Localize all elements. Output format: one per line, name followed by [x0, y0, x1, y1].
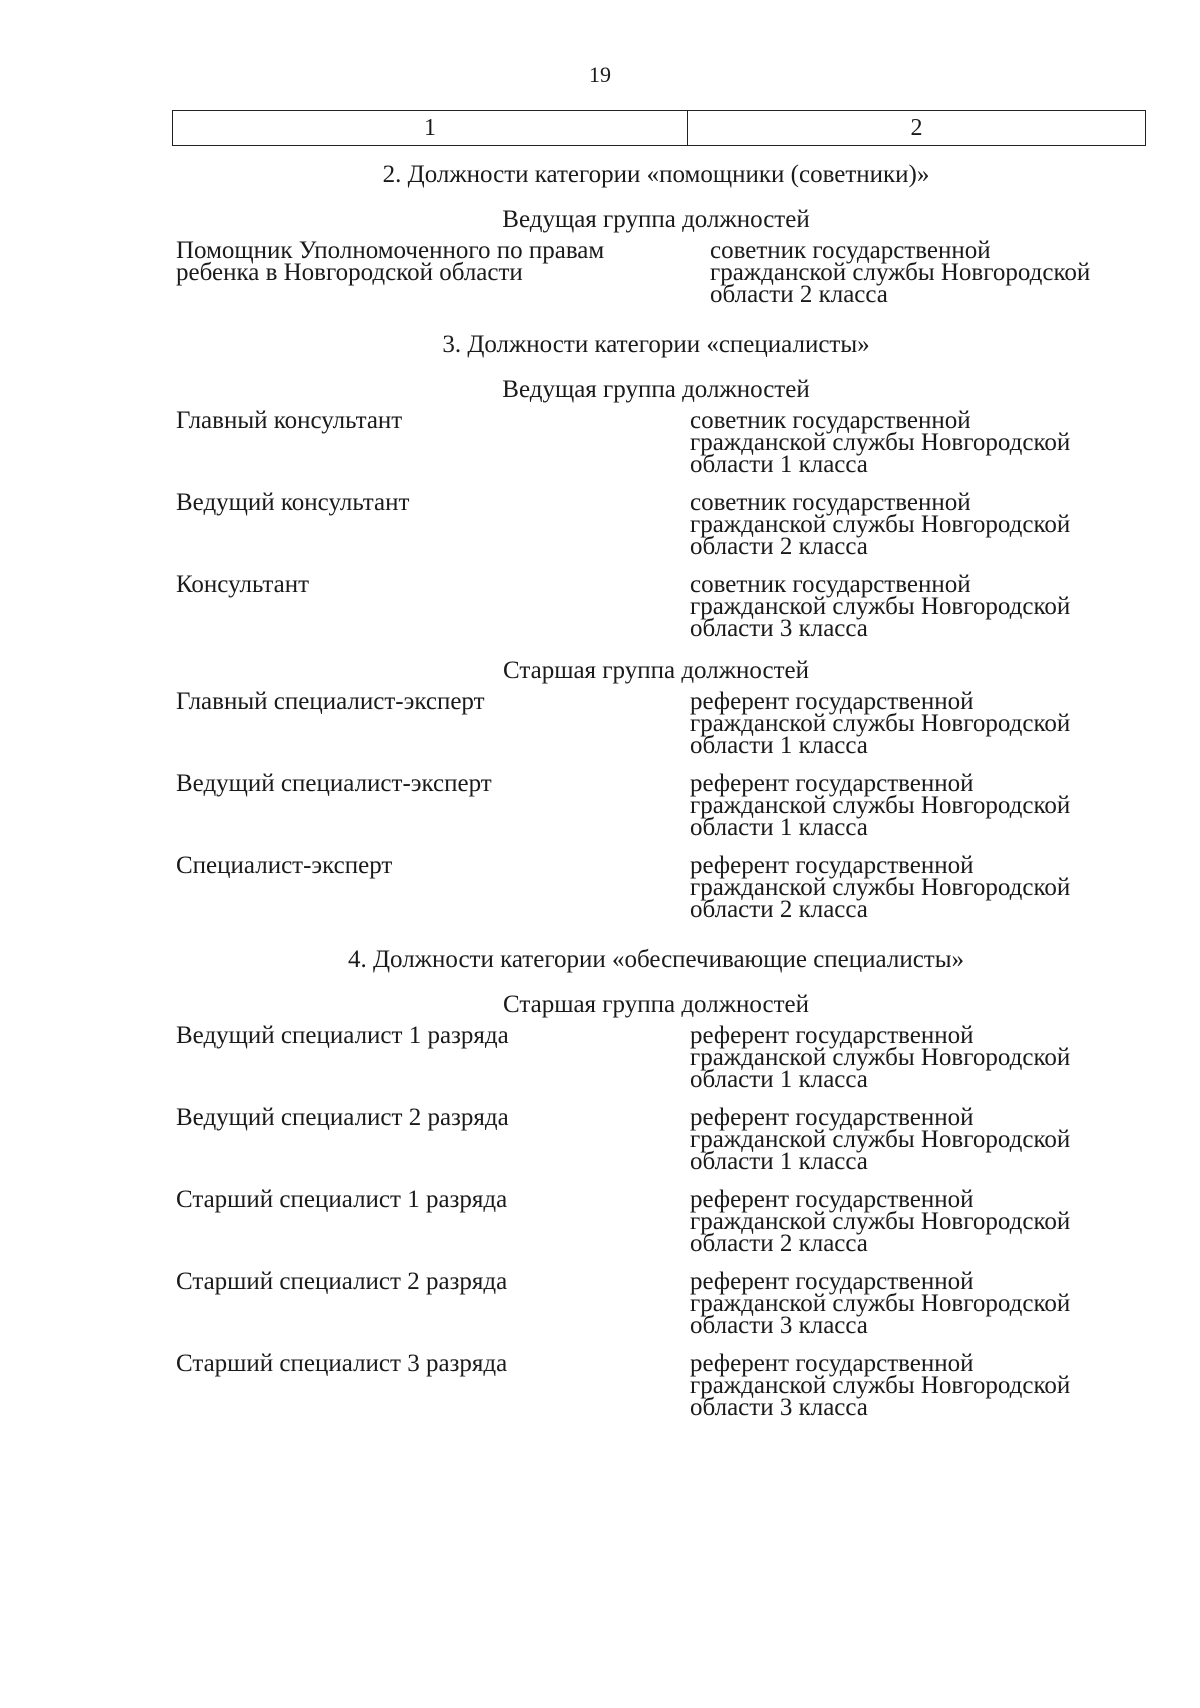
page-number: 19 — [589, 62, 611, 87]
class-rank-line: области 1 класса — [690, 451, 868, 478]
class-rank-line: гражданской службы Новгородской — [690, 511, 1071, 538]
position-row — [176, 1104, 1136, 1175]
column-header-1: 1 — [173, 111, 688, 145]
class-rank-line: гражданской службы Новгородской — [690, 1126, 1071, 1153]
class-rank — [690, 688, 1136, 759]
position-row — [176, 1268, 1136, 1339]
position-row — [176, 688, 1136, 759]
section-title: 4. Должности категории «обеспечивающие специалисты» — [347, 946, 965, 973]
class-rank — [690, 770, 1136, 841]
position-row — [176, 571, 1136, 642]
class-rank-line: области 1 класса — [690, 1066, 868, 1093]
class-rank-line: гражданской службы Новгородской — [690, 710, 1071, 737]
column-header-2: 2 — [910, 114, 923, 141]
position-row — [176, 407, 1136, 478]
class-rank-line: референт государственной — [690, 1022, 974, 1049]
position-row — [176, 1022, 1136, 1093]
class-rank — [690, 1186, 1136, 1257]
position-row — [176, 770, 1136, 841]
position-name: Ведущий специалист 1 разряда — [176, 1022, 509, 1049]
class-rank-line: референт государственной — [690, 1268, 974, 1295]
position-row — [176, 852, 1136, 923]
group-title: Ведущая группа должностей — [502, 206, 810, 233]
position-row — [176, 237, 1136, 308]
class-rank-line: советник государственной — [710, 237, 991, 264]
position-name: Старший специалист 2 разряда — [176, 1268, 508, 1295]
position-name: Помощник Уполномоченного по правам ребенка в Новгородской области — [176, 237, 605, 286]
class-rank-line: гражданской службы Новгородской — [690, 1208, 1071, 1235]
class-rank-line: области 2 класса — [690, 533, 868, 560]
class-rank — [690, 1104, 1136, 1175]
class-rank-line: гражданской службы Новгородской — [710, 259, 1091, 286]
class-rank — [690, 1022, 1136, 1093]
class-rank-line: советник государственной — [690, 407, 971, 434]
position-name: Специалист-эксперт — [176, 852, 393, 879]
class-rank-line: референт государственной — [690, 770, 974, 797]
class-rank-line: гражданской службы Новгородской — [690, 1044, 1071, 1071]
class-rank-line: референт государственной — [690, 1104, 974, 1131]
class-rank — [690, 1350, 1136, 1421]
position-name: Консультант — [176, 571, 310, 598]
class-rank-line: советник государственной — [690, 571, 971, 598]
class-rank-line: гражданской службы Новгородской — [690, 1290, 1071, 1317]
section-title: 3. Должности категории «специалисты» — [442, 331, 870, 358]
group-title: Старшая группа должностей — [503, 657, 809, 684]
position-name: Ведущий специалист 2 разряда — [176, 1104, 509, 1131]
position-row — [176, 1350, 1136, 1421]
class-rank-line: референт государственной — [690, 688, 974, 715]
class-rank-line: гражданской службы Новгородской — [690, 1372, 1071, 1399]
position-name: Ведущий консультант — [176, 489, 410, 516]
position-row — [176, 1186, 1136, 1257]
class-rank-line: референт государственной — [690, 1186, 974, 1213]
class-rank-line: гражданской службы Новгородской — [690, 874, 1071, 901]
class-rank — [690, 407, 1136, 478]
class-rank-line: области 3 класса — [690, 615, 868, 642]
class-rank-line: области 3 класса — [690, 1394, 868, 1421]
class-rank-line: области 2 класса — [690, 896, 868, 923]
position-row — [176, 489, 1136, 560]
position-name: Главный специалист-эксперт — [176, 688, 485, 715]
class-rank-line: области 2 класса — [710, 281, 888, 308]
class-rank-line: области 1 класса — [690, 1148, 868, 1175]
position-name: Старший специалист 3 разряда — [176, 1350, 508, 1377]
class-rank-line: области 1 класса — [690, 814, 868, 841]
class-rank-line: референт государственной — [690, 1350, 974, 1377]
class-rank-line: гражданской службы Новгородской — [690, 593, 1071, 620]
column-header-table — [172, 110, 1146, 146]
class-rank-line: советник государственной — [690, 489, 971, 516]
class-rank — [710, 237, 1136, 308]
group-title: Старшая группа должностей — [503, 991, 809, 1018]
class-rank-line: области 1 класса — [690, 732, 868, 759]
document-body — [176, 162, 1136, 1419]
position-name: Главный консультант — [176, 407, 403, 434]
class-rank-line: гражданской службы Новгородской — [690, 429, 1071, 456]
class-rank-line: области 2 класса — [690, 1230, 868, 1257]
position-name: Старший специалист 1 разряда — [176, 1186, 508, 1213]
position-name: Ведущий специалист-эксперт — [176, 770, 492, 797]
class-rank — [690, 571, 1136, 642]
class-rank — [690, 1268, 1136, 1339]
class-rank-line: референт государственной — [690, 852, 974, 879]
class-rank — [690, 852, 1136, 923]
class-rank — [690, 489, 1136, 560]
class-rank-line: области 3 класса — [690, 1312, 868, 1339]
class-rank-line: гражданской службы Новгородской — [690, 792, 1071, 819]
group-title: Ведущая группа должностей — [502, 376, 810, 403]
section-title: 2. Должности категории «помощники (советники)» — [382, 161, 930, 188]
